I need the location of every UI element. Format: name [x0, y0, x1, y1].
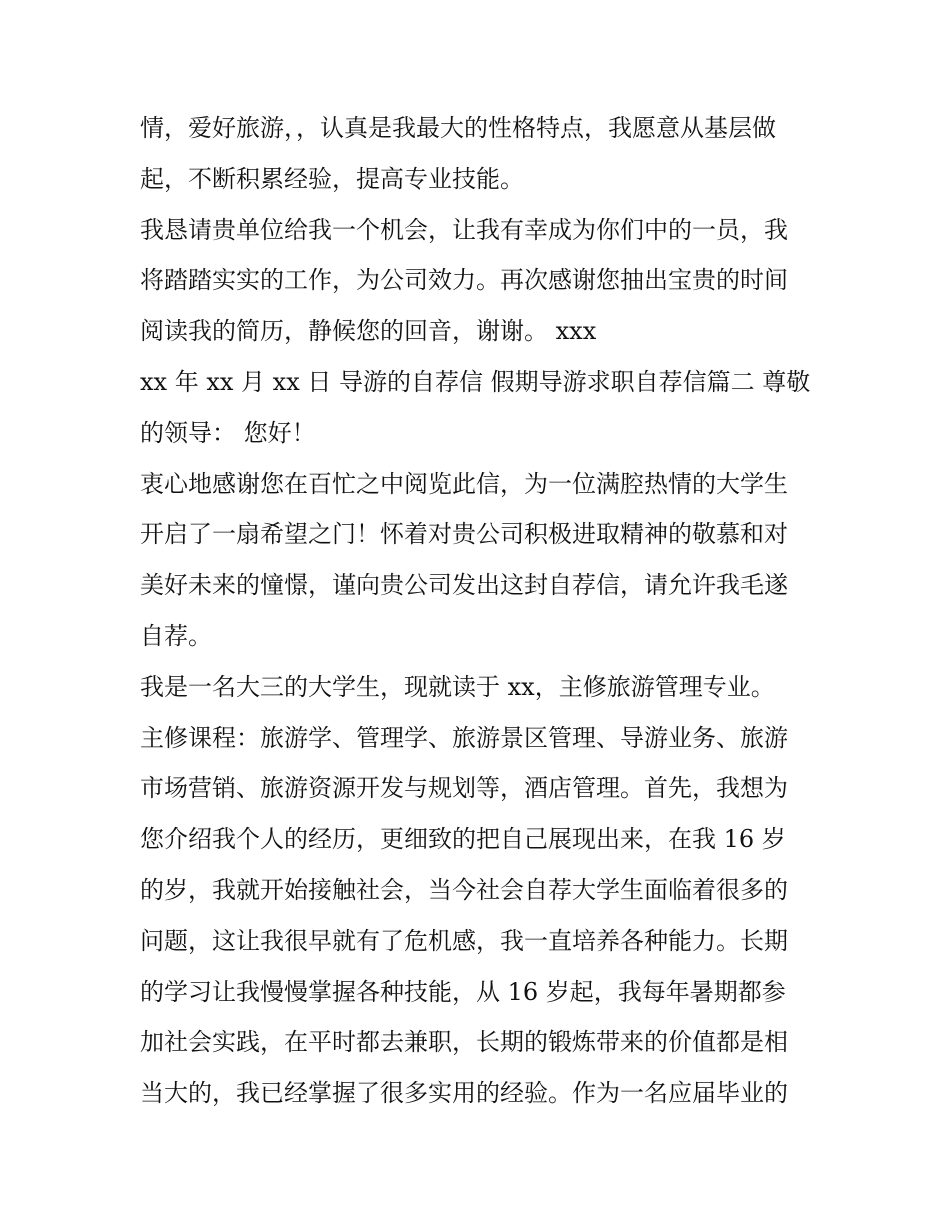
text-line: 的领导： 您好！ — [140, 418, 316, 447]
text-line: 衷心地感谢您在百忙之中阅览此信，为一位满腔热情的大学生 — [140, 469, 788, 498]
text-line: 将踏踏实实的工作，为公司效力。再次感谢您抽出宝贵的时间 — [140, 266, 788, 295]
text-line: 当大的，我已经掌握了很多实用的经验。作为一名应届毕业的 — [140, 1079, 788, 1108]
text-line: 自荐。 — [140, 621, 212, 650]
text-line: 您介绍我个人的经历，更细致的把自己展现出来，在我 16 岁 — [140, 825, 786, 854]
text-line: 问题，这让我很早就有了危机感，我一直培养各种能力。长期 — [140, 926, 788, 955]
text-line: 我恳请贵单位给我一个机会，让我有幸成为你们中的一员，我 — [140, 215, 788, 244]
text-line: 起，不断积累经验，提高专业技能。 — [140, 164, 524, 193]
text-line: 主修课程：旅游学、管理学、旅游景区管理、导游业务、旅游 — [140, 723, 788, 752]
letter-body — [140, 103, 820, 1119]
text-line: 的岁，我就开始接触社会，当今社会自荐大学生面临着很多的 — [140, 875, 788, 904]
text-line: 美好未来的憧憬，谨向贵公司发出这封自荐信，请允许我毛遂 — [140, 571, 788, 600]
text-line: 市场营销、旅游资源开发与规划等，酒店管理。首先，我想为 — [140, 774, 788, 803]
text-line: 情，爱好旅游，，认真是我最大的性格特点，我愿意从基层做 — [140, 114, 776, 142]
text-line: 加社会实践，在平时都去兼职，长期的锻炼带来的价值都是相 — [140, 1028, 788, 1057]
text-line: xx 年 xx 月 xx 日 导游的自荐信 假期导游求职自荐信篇二 尊敬 — [140, 367, 811, 396]
text-line: 的学习让我慢慢掌握各种技能，从 16 岁起，我每年暑期都参 — [140, 977, 786, 1006]
text-line: 我是一名大三的大学生，现就读于 xx，主修旅游管理专业。 — [140, 672, 775, 701]
text-line: 开启了一扇希望之门！怀着对贵公司积极进取精神的敬慕和对 — [140, 520, 788, 549]
text-line: 阅读我的简历，静候您的回音，谢谢。 xxx — [140, 317, 597, 346]
